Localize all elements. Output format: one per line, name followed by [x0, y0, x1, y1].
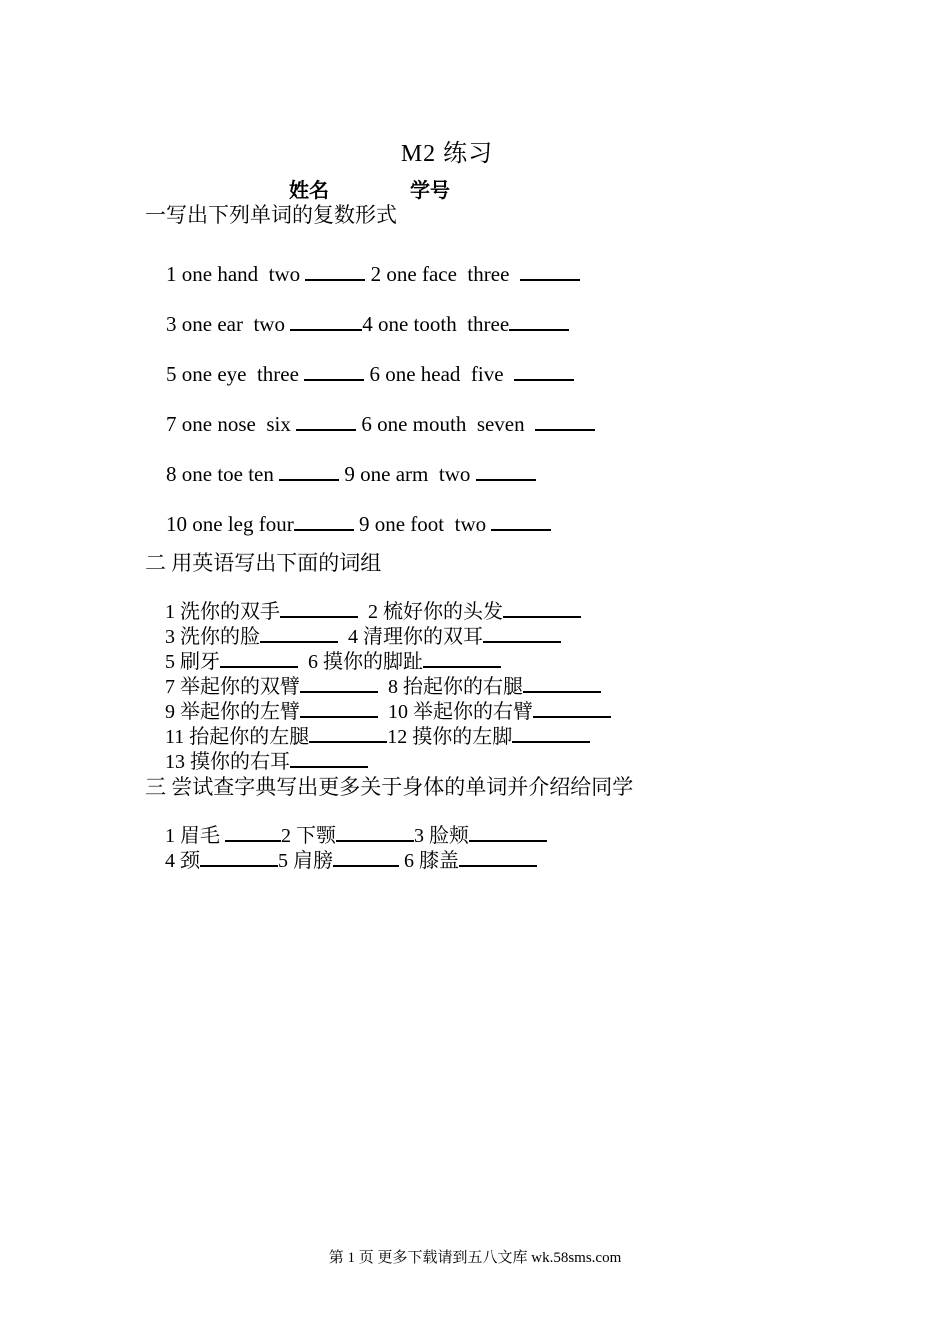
- question-text: 2 下颚: [281, 825, 336, 847]
- question-text: 13 摸你的右耳: [165, 751, 290, 773]
- question-text: 2 one face three: [365, 262, 520, 286]
- footer-text: 第 1 页 更多下载请到五八文库 wk.58sms.com: [328, 1250, 622, 1266]
- section3-heading: 三 尝试查字典写出更多关于身体的单词并介绍给同学: [145, 775, 634, 799]
- page-footer: [0, 1246, 950, 1267]
- answer-blank[interactable]: [333, 847, 399, 867]
- student-id-label: 学号: [409, 178, 450, 202]
- question-text: 3 脸颊: [414, 825, 469, 847]
- answer-blank[interactable]: [294, 511, 354, 531]
- answer-blank[interactable]: [290, 748, 368, 768]
- exercise-line: [145, 821, 537, 896]
- answer-blank[interactable]: [535, 411, 595, 431]
- page-title: [0, 133, 950, 168]
- question-text: 2 梳好你的头发: [358, 601, 503, 623]
- question-text: 6 摸你的脚趾: [298, 651, 423, 673]
- question-text: 4 颈: [165, 850, 200, 872]
- answer-blank[interactable]: [200, 847, 278, 867]
- question-text: 9 举起你的左臂: [165, 701, 300, 723]
- answer-blank[interactable]: [514, 361, 574, 381]
- answer-blank[interactable]: [296, 411, 356, 431]
- question-text: 4 one tooth three: [362, 312, 510, 336]
- question-text: 5 one eye three: [166, 362, 305, 386]
- question-text: 7 举起你的双臂: [165, 676, 300, 698]
- question-text: 9 one arm two: [339, 462, 476, 486]
- question-text: 6 one mouth seven: [356, 412, 536, 436]
- answer-blank[interactable]: [509, 311, 569, 331]
- answer-blank[interactable]: [491, 511, 551, 531]
- answer-blank[interactable]: [512, 723, 590, 743]
- answer-blank[interactable]: [476, 461, 536, 481]
- question-text: 1 one hand two: [166, 262, 306, 286]
- answer-blank[interactable]: [304, 361, 364, 381]
- answer-blank[interactable]: [459, 847, 537, 867]
- question-text: 6 one head five: [364, 362, 515, 386]
- question-text: 7 one nose six: [166, 412, 297, 436]
- question-text: 5 肩膀: [278, 850, 333, 872]
- question-text: 9 one foot two: [353, 512, 492, 536]
- question-text: 10 举起你的右臂: [378, 701, 533, 723]
- question-text: 5 刷牙: [165, 651, 220, 673]
- question-text: 4 清理你的双耳: [338, 626, 483, 648]
- title-text: M2 练习: [400, 141, 494, 167]
- answer-blank[interactable]: [520, 261, 580, 281]
- question-text: 1 眉毛: [165, 825, 225, 847]
- answer-blank[interactable]: [290, 311, 362, 331]
- question-text: 10 one leg four: [166, 512, 294, 536]
- question-text: 6 膝盖: [399, 850, 459, 872]
- question-text: 8 one toe ten: [166, 462, 280, 486]
- section1-heading: 一写出下列单词的复数形式: [145, 203, 397, 227]
- question-text: 1 洗你的双手: [165, 601, 280, 623]
- answer-blank[interactable]: [279, 461, 339, 481]
- question-text: 8 抬起你的右腿: [378, 676, 523, 698]
- question-text: 3 one ear two: [166, 312, 291, 336]
- name-label: 姓名: [289, 178, 329, 202]
- question-text: 11 抬起你的左腿: [165, 726, 310, 748]
- question-text: 3 洗你的脸: [165, 626, 260, 648]
- question-text: 12 摸你的左脚: [387, 726, 513, 748]
- section2-heading: 二 用英语写出下面的词组: [145, 551, 382, 575]
- answer-blank[interactable]: [305, 261, 365, 281]
